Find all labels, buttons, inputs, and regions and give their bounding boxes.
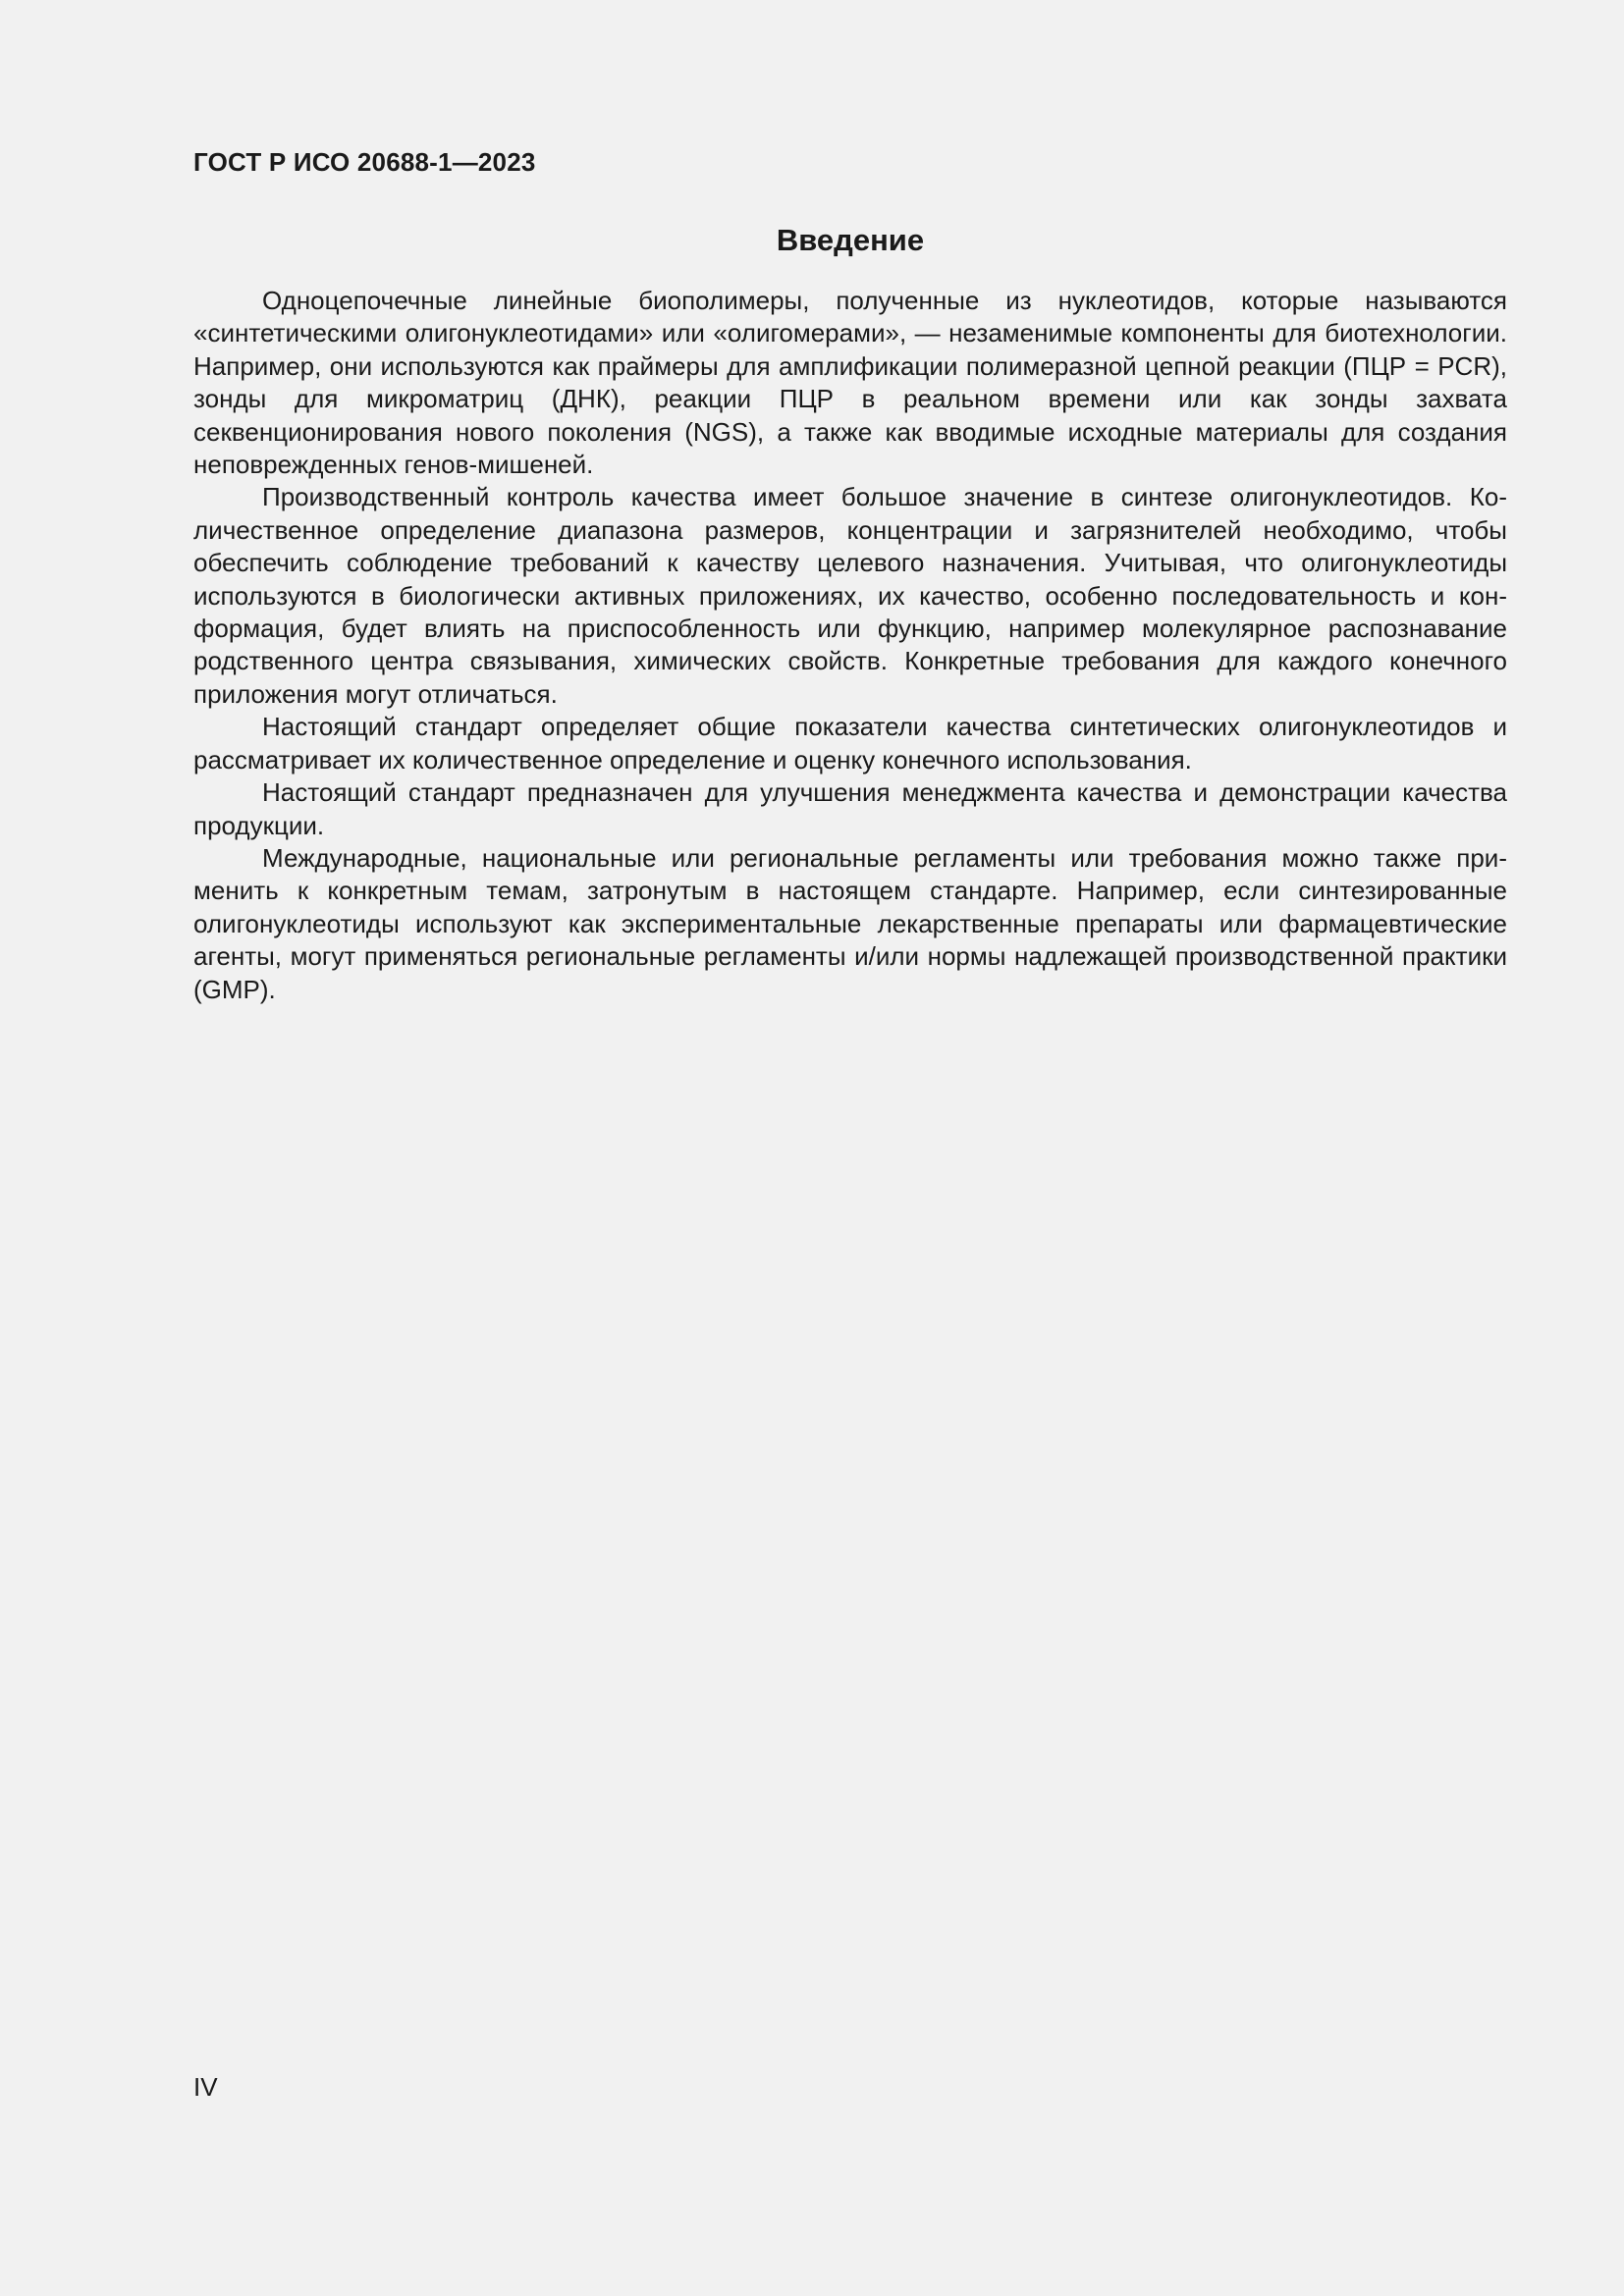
standard-identifier: ГОСТ Р ИСО 20688-1—2023	[193, 147, 536, 177]
body-text	[193, 285, 1507, 1006]
paragraph: Международные, национальные или региональные регламенты или требования можно также применить к конкретным темам, затронутым в настоящем стандарте. Например, если синтезированные олигонуклеотиды используют как экспериментальные лекарственные препараты или фармацевтические агенты, могут применяться региональные регламенты и/или нормы надлежащей производственной практики (GMP).	[193, 842, 1507, 1004]
page-number: IV	[193, 2072, 218, 2102]
paragraph: Одноцепочечные линейные биополимеры, полученные из нуклеотидов, которые называются «синтетическими олигонуклеотидами» или «олигомерами», — незаменимые компоненты для биотехнологии. Например, они используются как праймеры для амплификации полимеразной цепной реакции (ПЦР = PCR), зонды для микроматриц (ДНК), реакции ПЦР в реальном времени или как зонды захвата секвенционирования нового поколения (NGS), а также как вводимые исходные материалы для создания неповрежденных генов-мишеней.	[193, 286, 1507, 480]
paragraph: Настоящий стандарт определяет общие показатели качества синтетических олигонуклеотидов и рассматривает их количественное определение и оценку конечного использования.	[193, 712, 1507, 774]
paragraph: Производственный контроль качества имеет большое значение в синтезе олигонуклеотидов. Количественное определение диапазона размеров, концентрации и загрязнителей необходимо, чтобы обеспечить соблюдение требований к качеству целевого назначения. Учитывая, что олигонуклеотиды используются в биологически активных приложениях, их качество, особенно последовательность и конформация, будет влиять на приспособленность или функцию, например молекулярное распознавание родственного центра связывания, химических свойств. Конкретные требования для каждого конечного приложения могут отличаться.	[193, 482, 1507, 709]
paragraph: Настоящий стандарт предназначен для улучшения менеджмента качества и демонстрации качества продукции.	[193, 777, 1507, 840]
section-title: Введение	[776, 223, 925, 257]
